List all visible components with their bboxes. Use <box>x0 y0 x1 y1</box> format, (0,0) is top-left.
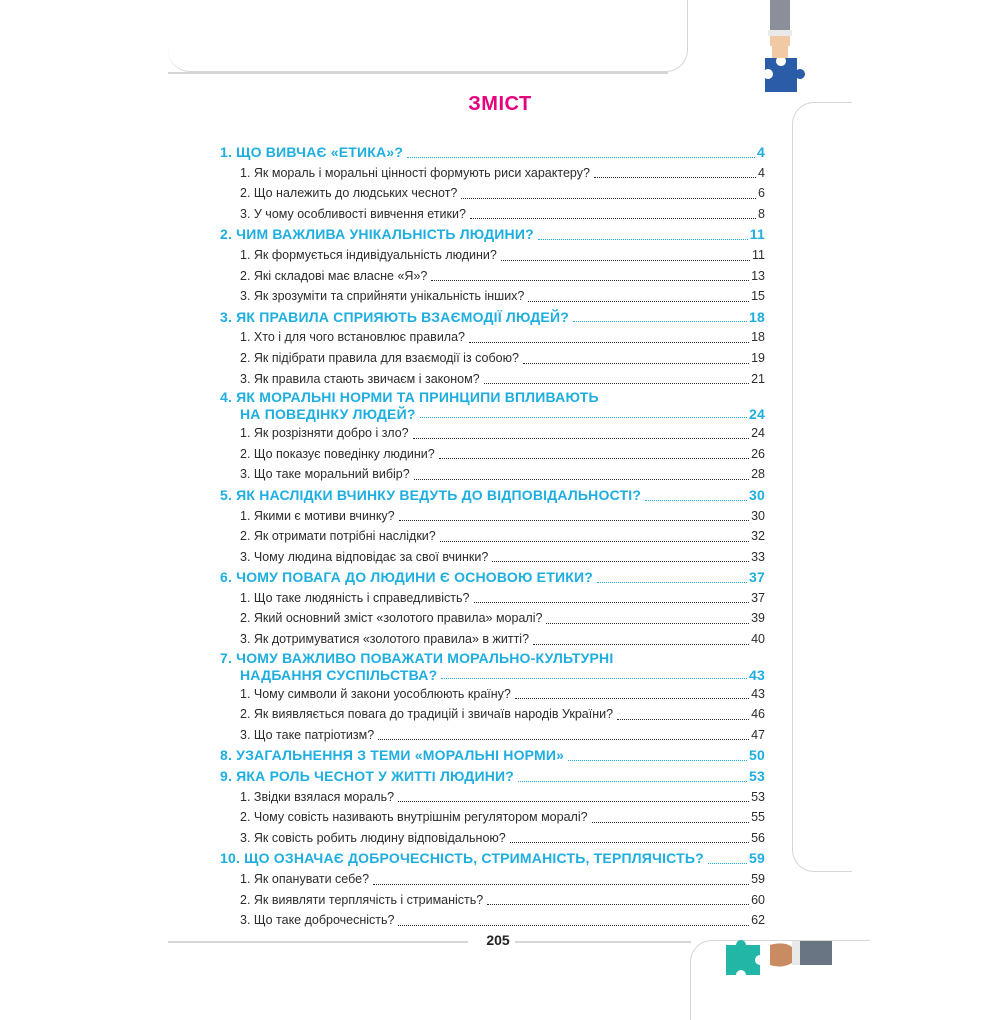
toc-section-page: 4 <box>757 144 765 160</box>
toc-item-page: 32 <box>751 529 765 544</box>
dot-leader <box>398 925 749 926</box>
toc-item-page: 62 <box>751 913 765 928</box>
dot-leader <box>484 383 749 384</box>
toc-section-row[interactable] <box>220 766 765 787</box>
toc-item-page: 53 <box>751 789 765 804</box>
toc-item-row[interactable] <box>220 704 765 725</box>
toc-section-row[interactable] <box>220 650 765 684</box>
toc-item-row[interactable] <box>220 684 765 705</box>
toc-item-title: 3. У чому особливості вивчення етики? <box>240 206 466 221</box>
toc-section-title: 9. ЯКА РОЛЬ ЧЕСНОТ У ЖИТТІ ЛЮДИНИ? <box>220 768 515 785</box>
page-title: ЗМІСТ <box>468 93 532 115</box>
toc-item-page: 13 <box>751 268 765 283</box>
toc-section-title: 7. ЧОМУ ВАЖЛИВО ПОВАЖАТИ МОРАЛЬНО-КУЛЬТУРНІ <box>220 649 614 666</box>
toc-section-title-line2: НА ПОВЕДІНКУ ЛЮДЕЙ? <box>240 406 416 423</box>
toc-item-row[interactable] <box>220 869 765 890</box>
toc-item-title: 2. Чому совість називають внутрішнім регулятором моралі? <box>240 810 588 825</box>
toc-section-page: 59 <box>749 850 765 867</box>
toc-item-row[interactable] <box>220 348 765 369</box>
toc-item-title: 3. Як зрозуміти та сприйняти унікальність інших? <box>240 289 525 304</box>
toc-item-page: 39 <box>751 611 765 626</box>
toc-item-title: 1. Звідки взялася мораль? <box>240 789 395 804</box>
toc-item-row[interactable] <box>220 828 765 849</box>
toc-section-title: 2. ЧИМ ВАЖЛИВА УНІКАЛЬНІСТЬ ЛЮДИНИ? <box>220 226 534 243</box>
toc-item-title: 2. Що належить до людських чеснот? <box>240 186 458 201</box>
toc-item-page: 60 <box>751 892 765 907</box>
dot-leader <box>501 260 750 261</box>
toc-item-page: 8 <box>758 206 765 221</box>
toc-item-row[interactable] <box>220 444 765 465</box>
toc-section-page: 11 <box>749 226 765 243</box>
dot-leader <box>645 500 747 501</box>
toc-item-title: 2. Як виявляється повага до традицій і звичаїв народів України? <box>240 707 614 722</box>
dot-leader <box>439 458 749 459</box>
toc-item-page: 56 <box>751 830 765 845</box>
toc-section-page: 50 <box>749 747 765 764</box>
toc-item-page: 59 <box>751 872 765 886</box>
dot-leader <box>420 417 747 418</box>
dot-leader <box>528 301 749 302</box>
toc-item-title: 1. Що таке людяність і справедливість? <box>240 590 470 605</box>
toc-item-page: 46 <box>751 707 765 722</box>
toc-item-row[interactable] <box>220 245 765 266</box>
toc-item-page: 19 <box>751 350 765 365</box>
toc-item-row[interactable] <box>220 286 765 307</box>
dot-leader <box>461 198 756 199</box>
toc-item-page: 40 <box>751 632 765 647</box>
dot-leader <box>523 363 749 364</box>
toc-item-row[interactable] <box>220 327 765 348</box>
toc-section-row[interactable] <box>220 307 765 328</box>
divider-bottom-right <box>515 941 691 943</box>
toc-item-page: 28 <box>751 467 765 482</box>
dot-leader <box>474 602 750 603</box>
toc-item-row[interactable] <box>220 588 765 609</box>
toc-section-title: 8. УЗАГАЛЬНЕННЯ З ТЕМИ «МОРАЛЬНІ НОРМИ» <box>220 747 565 764</box>
toc-item-row[interactable] <box>220 608 765 629</box>
toc-item-title: 1. Як розрізняти добро і зло? <box>240 426 409 441</box>
toc-item-title: 2. Як виявляти терплячість і стриманість? <box>240 892 484 907</box>
toc-section-page: 18 <box>749 308 765 325</box>
dot-leader <box>617 719 749 720</box>
dot-leader <box>546 623 749 624</box>
hand-holding-puzzle-piece-icon <box>748 0 818 100</box>
toc-item-row[interactable] <box>220 506 765 527</box>
toc-section-page: 24 <box>749 406 765 423</box>
toc-item-title: 3. Як правила стають звичаєм і законом? <box>240 371 480 386</box>
toc-section-page: 30 <box>749 486 765 503</box>
toc-item-title: 1. Якими є мотиви вчинку? <box>240 508 395 523</box>
dot-leader <box>413 438 749 439</box>
toc-item-title: 2. Як підібрати правила для взаємодії із собою? <box>240 350 519 365</box>
hand-holding-puzzle-piece-icon-bottom <box>720 935 832 980</box>
toc-section-title: 5. ЯК НАСЛІДКИ ВЧИНКУ ВЕДУТЬ ДО ВІДПОВІДАЛЬНОСТІ? <box>220 486 642 503</box>
page-number: 205 <box>486 932 510 948</box>
toc-section-row[interactable] <box>220 848 765 869</box>
toc-item-title: 1. Як опанувати себе? <box>240 872 370 886</box>
toc-item-row[interactable] <box>220 423 765 444</box>
dot-leader <box>373 884 749 885</box>
toc-item-title: 3. Чому людина відповідає за свої вчинки? <box>240 549 489 564</box>
toc-item-row[interactable] <box>220 204 765 225</box>
dot-leader <box>470 218 756 219</box>
dot-leader <box>518 781 747 782</box>
toc-item-title: 3. Як дотримуватися «золотого правила» в житті? <box>240 632 530 647</box>
dot-leader <box>594 177 756 178</box>
toc-section-title: 4. ЯК МОРАЛЬНІ НОРМИ ТА ПРИНЦИПИ ВПЛИВАЮТЬ <box>220 389 599 406</box>
toc-item-row[interactable] <box>220 183 765 204</box>
toc-section-row[interactable] <box>220 389 765 423</box>
dot-leader <box>440 541 749 542</box>
toc-item-page: 55 <box>751 810 765 825</box>
toc-item-row[interactable] <box>220 807 765 828</box>
toc-section-row[interactable] <box>220 745 765 766</box>
dot-leader <box>592 822 750 823</box>
dot-leader <box>399 520 749 521</box>
toc-section-page: 37 <box>749 569 765 586</box>
toc-item-title: 3. Що таке моральний вибір? <box>240 467 410 482</box>
toc-section-title: 6. ЧОМУ ПОВАГА ДО ЛЮДИНИ Є ОСНОВОЮ ЕТИКИ? <box>220 569 593 586</box>
toc-section-page: 53 <box>749 768 765 785</box>
toc-item-row[interactable] <box>220 890 765 911</box>
toc-item-page: 24 <box>751 426 765 441</box>
table-of-contents <box>220 142 765 931</box>
toc-item-page: 33 <box>751 549 765 564</box>
toc-item-page: 30 <box>751 508 765 523</box>
toc-item-title: 2. Як отримати потрібні наслідки? <box>240 529 436 544</box>
toc-item-page: 11 <box>752 247 765 262</box>
toc-item-page: 47 <box>751 727 765 742</box>
toc-item-title: 2. Який основний зміст «золотого правила» моралі? <box>240 611 543 626</box>
toc-item-title: 3. Як совість робить людину відповідальною? <box>240 830 506 845</box>
toc-item-page: 21 <box>751 371 765 386</box>
toc-section-title: 3. ЯК ПРАВИЛА СПРИЯЮТЬ ВЗАЄМОДІЇ ЛЮДЕЙ? <box>220 308 569 325</box>
toc-item-title: 3. Що таке доброчесність? <box>240 913 395 928</box>
dot-leader <box>568 760 747 761</box>
dot-leader <box>708 863 747 864</box>
toc-item-page: 18 <box>751 330 765 345</box>
page-frame-top <box>168 0 688 72</box>
dot-leader <box>492 561 749 562</box>
toc-item-page: 6 <box>758 186 765 201</box>
dot-leader <box>487 904 749 905</box>
toc-item-row[interactable] <box>220 526 765 547</box>
toc-item-title: 2. Які складові має власне «Я»? <box>240 268 428 283</box>
dot-leader <box>469 342 749 343</box>
dot-leader <box>597 582 747 583</box>
toc-item-page: 15 <box>751 289 765 304</box>
dot-leader <box>431 280 749 281</box>
toc-item-page: 26 <box>751 446 765 461</box>
toc-item-row[interactable] <box>220 547 765 568</box>
toc-item-page: 43 <box>751 686 765 701</box>
dot-leader <box>515 698 749 699</box>
toc-item-row[interactable] <box>220 629 765 650</box>
dot-leader <box>510 842 749 843</box>
toc-item-title: 2. Що показує поведінку людини? <box>240 446 435 461</box>
toc-item-row[interactable] <box>220 163 765 184</box>
toc-item-page: 37 <box>751 590 765 605</box>
toc-item-row[interactable] <box>220 910 765 931</box>
toc-section-title: 1. ЩО ВИВЧАЄ «ЕТИКА»? <box>220 144 404 160</box>
toc-item-title: 3. Що таке патріотизм? <box>240 727 375 742</box>
dot-leader <box>407 157 755 158</box>
page-side-tab <box>792 102 852 872</box>
dot-leader <box>378 739 749 740</box>
divider-bottom-left <box>168 941 468 943</box>
toc-item-row[interactable] <box>220 725 765 746</box>
toc-item-title: 1. Як мораль і моральні цінності формують риси характеру? <box>240 165 590 180</box>
toc-item-row[interactable] <box>220 787 765 808</box>
dot-leader <box>398 801 749 802</box>
toc-item-title: 1. Як формується індивідуальність людини? <box>240 247 497 262</box>
toc-section-page: 43 <box>749 666 765 683</box>
toc-item-title: 1. Чому символи й закони уособлюють країну? <box>240 686 511 701</box>
toc-item-row[interactable] <box>220 369 765 390</box>
dot-leader <box>573 321 747 322</box>
divider-top <box>168 72 668 74</box>
toc-section-title-line2: НАДБАННЯ СУСПІЛЬСТВА? <box>240 666 438 683</box>
toc-section-title: 10. ЩО ОЗНАЧАЄ ДОБРОЧЕСНІСТЬ, СТРИМАНІСТЬ, ТЕРПЛЯЧІСТЬ? <box>220 850 704 867</box>
toc-section-row[interactable] <box>220 485 765 506</box>
toc-item-row[interactable] <box>220 464 765 485</box>
toc-item-page: 4 <box>758 165 765 180</box>
dot-leader <box>533 644 749 645</box>
toc-section-row[interactable] <box>220 224 765 245</box>
toc-item-title: 1. Хто і для чого встановлює правила? <box>240 330 466 345</box>
toc-item-row[interactable] <box>220 266 765 287</box>
dot-leader <box>538 239 748 240</box>
toc-section-row[interactable] <box>220 567 765 588</box>
toc-section-row[interactable] <box>220 142 765 163</box>
dot-leader <box>441 678 747 679</box>
dot-leader <box>414 479 749 480</box>
